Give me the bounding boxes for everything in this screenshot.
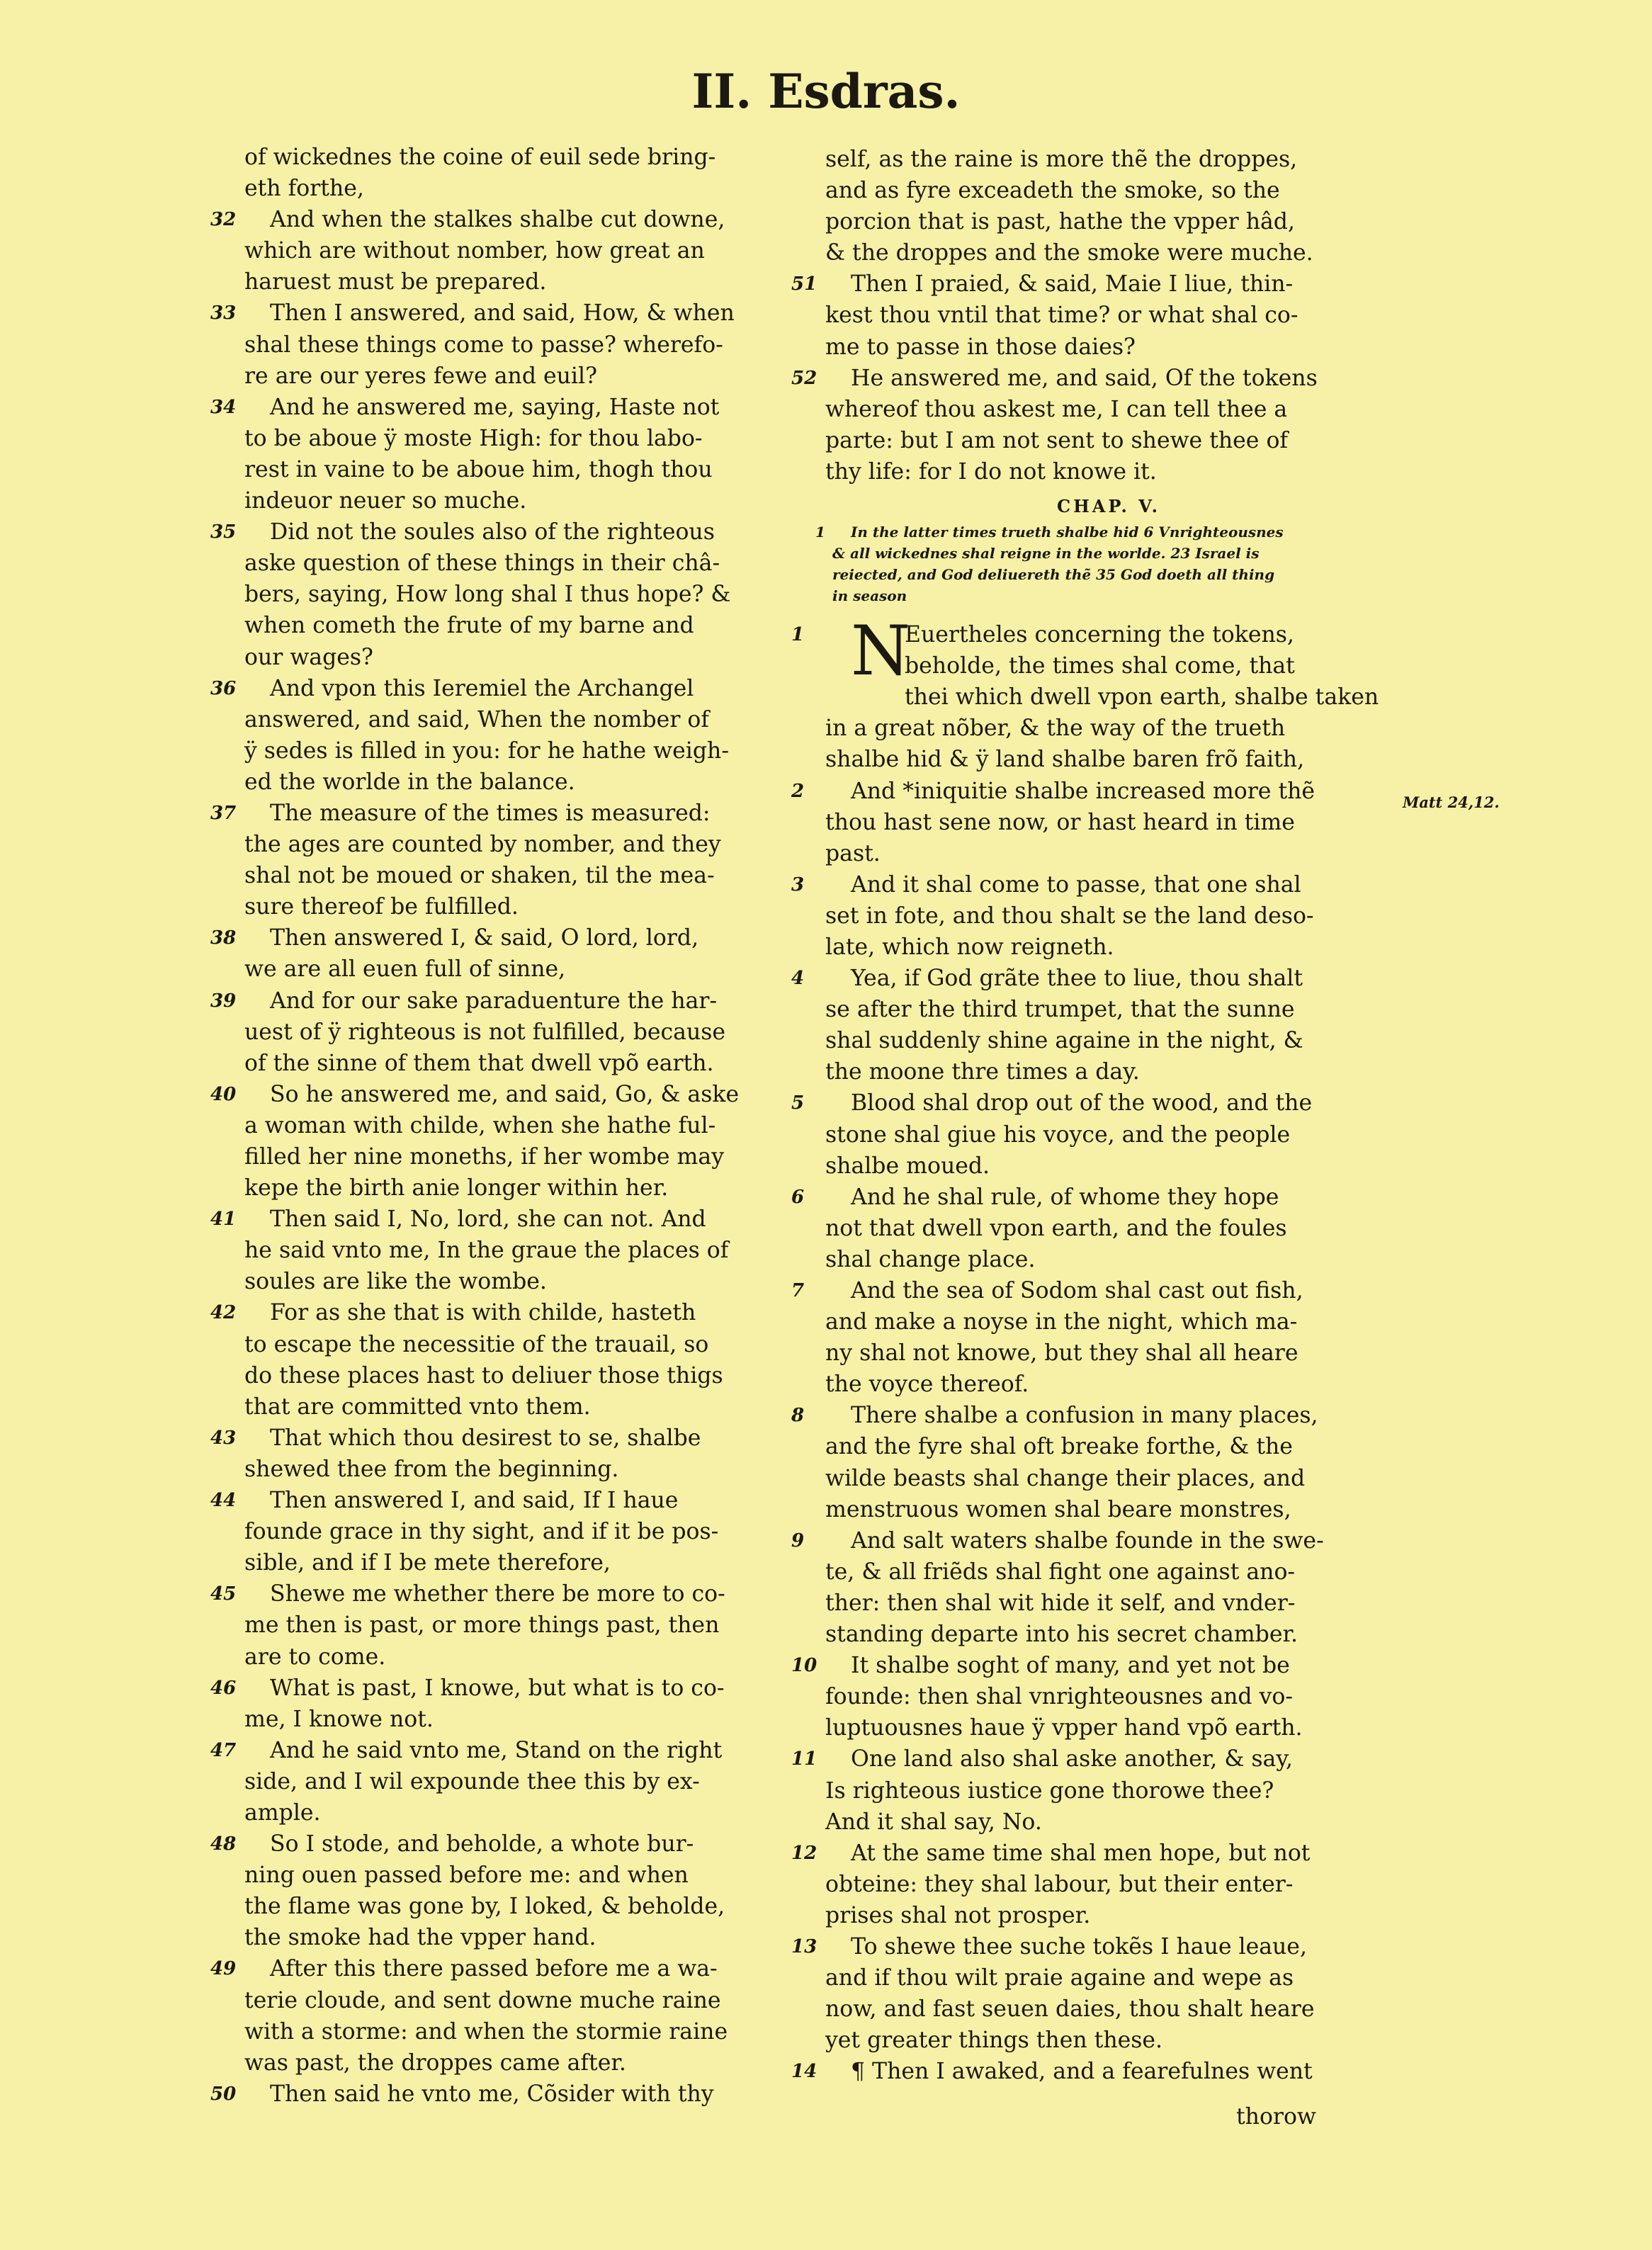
verse [210, 204, 811, 298]
verse-number: 35 [210, 521, 237, 543]
verse-number: 43 [210, 1427, 237, 1449]
text-line: aske question of these things in their châ- [244, 550, 720, 577]
text-line: kepe the birth anie longer within her. [244, 1175, 669, 1202]
text-line: shal not be moued or shaken, til the mea- [244, 863, 715, 889]
verse-number: 1 [791, 624, 805, 646]
text-line: Then said I, No, lord, she can not. And [270, 1206, 706, 1233]
text-line: parte: but I am not sent to shewe thee of [825, 427, 1289, 453]
verse-number: 52 [791, 367, 817, 389]
text-line: our wages? [244, 644, 373, 670]
catchword: thorow [1236, 2104, 1316, 2130]
text-line: the voyce thereof. [825, 1372, 1029, 1398]
verse-number: 51 [791, 273, 817, 295]
text-line: not that dwell vpon earth, and the foules [825, 1215, 1287, 1241]
verse-number: 48 [210, 1833, 237, 1855]
text-line: And the sea of Sodom shal cast out fish, [851, 1278, 1303, 1304]
text-line: do these places hast to deliuer those thigs [244, 1362, 723, 1389]
text-line: eth forthe, [244, 176, 364, 202]
text-line: and the fyre shal oft breake forthe, & the [825, 1434, 1293, 1460]
verse [210, 1953, 811, 2078]
text-line: And it shal come to passe, that one shal [851, 871, 1301, 898]
text-line: Then answered I, & said, O lord, lord, [270, 925, 699, 951]
summary-line: reiected, and God deliuereth thẽ 35 God doeth all thing [832, 566, 1275, 584]
text-line: uest of ÿ righteous is not fulfilled, because [244, 1019, 726, 1045]
verse [791, 963, 1392, 1087]
verse-number: 13 [791, 1935, 817, 1957]
text-line: soules are like the wombe. [244, 1269, 547, 1295]
text-line: and as fyre exceadeth the smoke, so the [825, 178, 1280, 204]
verse-number: 40 [210, 1083, 237, 1105]
text-line: For as she that is with childe, hasteth [270, 1300, 696, 1326]
right-column-top [791, 144, 1392, 487]
text-line: Yea, if God grãte thee to liue, thou shalt [851, 966, 1303, 992]
text-line: we are all euen full of sinne, [244, 956, 566, 983]
verse-number: 36 [210, 677, 237, 699]
verse [210, 392, 811, 516]
text-line: thy life: for I do not knowe it. [825, 458, 1157, 485]
text-line: ny shal not knowe, but they shal all heare [825, 1340, 1299, 1367]
verse-number: 38 [210, 927, 237, 949]
right-column [791, 144, 1392, 2087]
chapter-heading: CHAP. V. [1057, 496, 1160, 517]
text-line: shalbe hid & ÿ land shalbe baren frõ faith, [825, 747, 1305, 773]
text-line: And it shal say, No. [825, 1809, 1042, 1835]
text-line: me to passe in those daies? [825, 334, 1136, 360]
drop-cap: N [851, 611, 910, 691]
text-line: Then said he vnto me, Cõsider with thy [270, 2081, 714, 2107]
text-line: answered, and said, When the nomber of [244, 706, 710, 733]
verse-number: 42 [210, 1302, 237, 1324]
text-line: was past, the droppes came after. [244, 2050, 626, 2076]
text-line: obteine: they shal labour, but their enter- [825, 1871, 1294, 1897]
text-line: And salt waters shalbe founde in the swe- [851, 1527, 1324, 1554]
verse-number: 9 [791, 1530, 805, 1551]
text-line: ning ouen passed before me: and when [244, 1862, 689, 1889]
chapter-summary [815, 521, 1392, 606]
verse-number: 45 [210, 1583, 237, 1605]
verse [210, 1423, 811, 1485]
text-line: So I stode, and beholde, a whote bur- [270, 1831, 694, 1858]
verse [210, 1735, 811, 1828]
verse-number: 47 [210, 1739, 237, 1761]
text-line: past. [825, 840, 881, 866]
verse-number: 33 [210, 303, 237, 324]
text-line: So he answered me, and said, Go, & aske [270, 1081, 740, 1107]
text-line: of the sinne of them that dwell vpõ earth. [244, 1050, 714, 1076]
text-line: thou hast sene now, or hast heard in time [825, 809, 1295, 835]
text-line: that are committed vnto them. [244, 1393, 591, 1420]
verse [210, 1297, 811, 1422]
verse-number: 12 [791, 1842, 817, 1864]
verse [791, 611, 1392, 775]
text-line: Blood shal drop out of the wood, and the [851, 1090, 1313, 1116]
verse-number: 37 [210, 802, 237, 824]
text-line: the ages are counted by nomber, and they [244, 832, 721, 858]
text-line: stone shal giue his voyce, and the people [825, 1121, 1291, 1148]
text-line: to be aboue ÿ moste High: for thou labo- [244, 425, 703, 451]
text-line: a woman with childe, when she hathe ful- [244, 1112, 716, 1138]
verse [791, 1182, 1392, 1275]
verse [210, 1578, 811, 1672]
verse [791, 776, 1392, 869]
text-line: se after the third trumpet, that the sunne [825, 997, 1295, 1023]
text-line: late, which now reigneth. [825, 934, 1114, 960]
text-line: rest in vaine to be aboue him, thogh thou [244, 456, 713, 482]
verse [210, 516, 811, 672]
verse [791, 1838, 1392, 1931]
text-line: Did not the soules also of the righteous [270, 519, 715, 545]
verse [791, 1743, 1392, 1837]
text-line: set in fote, and thou shalt se the land deso- [825, 903, 1314, 929]
verse [244, 142, 811, 204]
text-line: terie cloude, and sent downe muche raine [244, 1987, 721, 2013]
text-line: thei which dwell vpon earth, shalbe taken [905, 684, 1379, 711]
verse [210, 985, 811, 1079]
verse [210, 1485, 811, 1578]
text-line: founde grace in thy sight, and if it be pos- [244, 1519, 719, 1545]
text-line: It shalbe soght of many, and yet not be [851, 1653, 1290, 1679]
text-line: Then answered I, and said, If I haue [270, 1488, 679, 1514]
verse-number: 39 [210, 990, 237, 1012]
text-line: ÿ sedes is filled in you: for he hathe weigh- [244, 737, 729, 764]
text-line: of wickednes the coine of euil sede bring- [244, 145, 716, 170]
left-column [210, 142, 811, 2110]
text-line: menstruous women shal beare monstres, [825, 1496, 1291, 1522]
verse [791, 1650, 1392, 1743]
text-line: te, & all friẽds shal fight one against ano- [825, 1559, 1296, 1585]
verse [791, 363, 1392, 487]
verse-number: 2 [791, 780, 805, 802]
text-line: Is righteous iustice gone thorowe thee? [825, 1777, 1274, 1804]
text-line: me then is past, or more things past, then [244, 1612, 720, 1639]
verse-number: 34 [210, 396, 237, 418]
summary-line: in season [832, 587, 907, 605]
text-line: There shalbe a confusion in many places, [851, 1403, 1318, 1429]
verse [791, 2056, 1392, 2087]
verse [210, 673, 811, 798]
text-line: prises shal not prosper. [825, 1902, 1091, 1928]
text-line: And when the stalkes shalbe cut downe, [270, 207, 725, 233]
verse [791, 1400, 1392, 1525]
text-line: One land also shal aske another, & say, [851, 1746, 1293, 1773]
text-line: me, I knowe not. [244, 1706, 434, 1732]
text-line: And for our sake paraduenture the har- [270, 988, 718, 1014]
text-line: After this there passed before me a wa- [270, 1956, 718, 1982]
text-line: He answered me, and said, Of the tokens [851, 365, 1318, 391]
verse [791, 869, 1392, 963]
text-line: And he answered me, saying, Haste not [270, 394, 720, 420]
text-line: shewed thee from the beginning. [244, 1456, 619, 1482]
verse-number: 6 [791, 1186, 805, 1208]
verse-number: 3 [791, 874, 805, 895]
text-line: and make a noyse in the night, which ma- [825, 1309, 1298, 1335]
verse-number: 50 [210, 2083, 237, 2105]
text-line: side, and I wil expounde thee this by ex- [244, 1768, 700, 1794]
text-line: What is past, I knowe, but what is to co- [270, 1675, 725, 1701]
verse [210, 1673, 811, 1735]
text-line: yet greater things then these. [825, 2028, 1163, 2054]
text-line: which are without nomber, how great an [244, 238, 705, 264]
text-line: ther: then shal wit hide it self, and vnder- [825, 1590, 1296, 1616]
text-line: whereof thou askest me, I can tell thee a [825, 396, 1288, 422]
text-line: Euertheles concerning the tokens, [905, 622, 1294, 648]
text-line: beholde, the times shal come, that [905, 653, 1295, 679]
verse [825, 144, 1392, 268]
verse [210, 298, 811, 391]
text-line: founde: then shal vnrighteousnes and vo- [825, 1684, 1293, 1710]
summary-number: 1 [815, 524, 825, 541]
text-line: shal suddenly shine againe in the night, & [825, 1028, 1303, 1054]
verse-number: 49 [210, 1958, 237, 1980]
text-line: shal these things come to passe? wherefo- [244, 332, 723, 358]
text-line: when cometh the frute of my barne and [244, 613, 694, 639]
verse-number: 32 [210, 209, 237, 231]
verse-number: 14 [791, 2061, 817, 2083]
text-line: kest thou vntil that time? or what shal co- [825, 303, 1299, 329]
text-line: filled her nine moneths, if her wombe may [244, 1144, 724, 1170]
text-line: The measure of the times is measured: [270, 800, 711, 826]
text-line: ¶ Then I awaked, and a fearefulnes went [851, 2059, 1313, 2085]
text-line: re are our yeres fewe and euil? [244, 363, 597, 389]
text-line: to escape the necessitie of the trauail, so [244, 1331, 709, 1357]
text-line: and if thou wilt praie againe and wepe as [825, 1965, 1294, 1991]
verse-number: 41 [210, 1209, 237, 1231]
text-line: wilde beasts shal change their places, and [825, 1465, 1306, 1491]
verse [791, 1275, 1392, 1400]
text-line: And vpon this Ieremiel the Archangel [270, 675, 694, 701]
verse-number: 5 [791, 1092, 805, 1114]
text-line: in a great nõber, & the way of the trueth [825, 716, 1286, 742]
verse [210, 1204, 811, 1297]
text-line: That which thou desirest to se, shalbe [270, 1425, 701, 1451]
text-line: Then I praied, & said, Maie I liue, thin- [851, 271, 1294, 298]
verse-number: 7 [791, 1280, 805, 1301]
verse [791, 268, 1392, 362]
summary-line: & all wickednes shal reigne in the worlde. 23 Israel is [832, 545, 1260, 562]
verse [210, 1079, 811, 1204]
verse [791, 1087, 1392, 1181]
text-line: shalbe moued. [825, 1153, 990, 1179]
summary-line: In the latter times trueth shalbe hid 6 Vnrighteousnes [851, 524, 1284, 541]
text-line: Shewe me whether there be more to co- [270, 1581, 725, 1607]
text-line: standing departe into his secret chamber. [825, 1622, 1299, 1648]
text-line: To shewe thee suche tokẽs I haue leaue, [851, 1933, 1307, 1960]
verse [210, 1828, 811, 1953]
text-line: And he shal rule, of whome they hope [851, 1184, 1279, 1210]
verse-number: 4 [791, 968, 805, 990]
text-line: ample. [244, 1799, 321, 1826]
text-line: sible, and if I be mete therefore, [244, 1550, 611, 1576]
text-line: ed the worlde in the balance. [244, 769, 575, 795]
verse-number: 8 [791, 1405, 805, 1427]
verse-number: 46 [210, 1677, 237, 1699]
verse [791, 1525, 1392, 1650]
text-line: now, and fast seuen daies, thou shalt heare [825, 1996, 1315, 2023]
text-line: luptuousnes haue ÿ vpper hand vpõ earth. [825, 1715, 1303, 1741]
text-line: are to come. [244, 1644, 386, 1670]
verse [210, 798, 811, 922]
text-line: And *iniquitie shalbe increased more thẽ [851, 778, 1316, 804]
text-line: At the same time shal men hope, but not [851, 1840, 1311, 1866]
text-line: he said vnto me, In the graue the places of [244, 1238, 729, 1264]
text-line: bers, saying, How long shal I thus hope? & [244, 582, 731, 608]
text-line: shal change place. [825, 1246, 1036, 1272]
verse-number: 11 [791, 1748, 817, 1770]
text-line: And he said vnto me, Stand on the right [270, 1737, 723, 1763]
text-line: the flame was gone by, I loked, & beholde, [244, 1894, 725, 1920]
text-line: with a storme: and when the stormie raine [244, 2018, 728, 2045]
text-line: sure thereof be fulfilled. [244, 894, 519, 920]
verse [791, 1931, 1392, 2056]
text-line: the moone thre times a day. [825, 1059, 1140, 1085]
text-line: self, as the raine is more thẽ the droppes, [825, 147, 1298, 172]
text-line: indeuor neuer so muche. [244, 488, 527, 514]
text-line: porcion that is past, hathe the vpper hâd, [825, 209, 1295, 235]
text-line: haruest must be prepared. [244, 269, 547, 295]
verse [210, 2079, 811, 2110]
verse [210, 922, 811, 985]
verse-number: 44 [210, 1490, 237, 1512]
text-line: Then I answered, and said, How, & when [270, 300, 735, 327]
verse-number: 10 [791, 1655, 817, 1677]
right-column-bottom [791, 611, 1392, 2087]
text-line: & the droppes and the smoke were muche. [825, 240, 1313, 266]
page-title: II. Esdras. [691, 64, 961, 119]
margin-note: Matt 24,12. [1403, 793, 1500, 811]
text-line: the smoke had the vpper hand. [244, 1925, 596, 1951]
